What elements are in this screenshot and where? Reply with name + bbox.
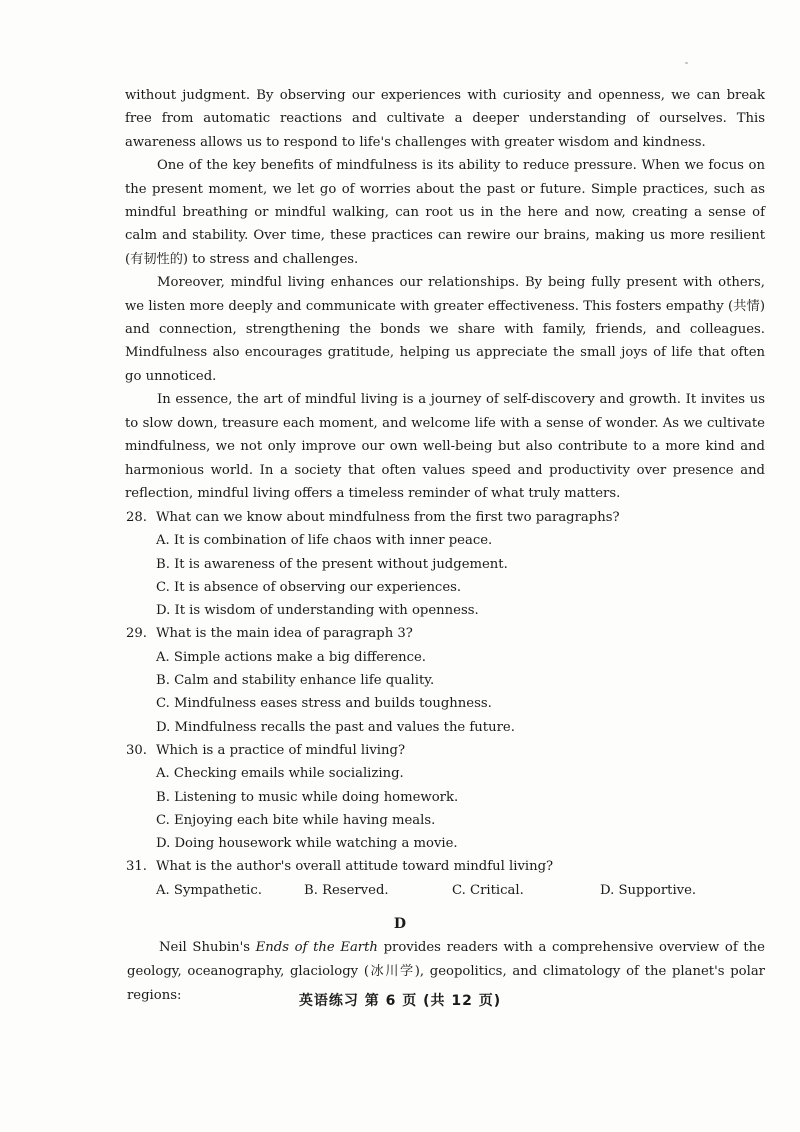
option-row bbox=[126, 879, 766, 902]
option-b: B. Listening to music while doing homework. bbox=[156, 789, 459, 805]
intro-text-before: Neil Shubin's bbox=[159, 940, 256, 955]
question-number: 30. bbox=[126, 742, 147, 758]
option-d: D. It is wisdom of understanding with openness. bbox=[156, 603, 479, 619]
section-heading-d: D bbox=[393, 916, 407, 932]
scan-speck bbox=[685, 62, 688, 64]
book-title: Ends of the Earth bbox=[255, 940, 378, 955]
passage-c bbox=[125, 84, 765, 505]
intro-text-after: provides readers with a comprehensive overview of the geology, oceanography, glaciology (冰川学), geopolitics, and climatology of the planet's polar regions: bbox=[127, 940, 765, 1003]
question-number: 28. bbox=[126, 510, 147, 525]
option-d: D. Doing housework while watching a movie. bbox=[156, 836, 458, 852]
option-b: B. It is awareness of the present without judgement. bbox=[156, 556, 508, 572]
question-number: 29. bbox=[126, 626, 147, 642]
passage-paragraph-3: Moreover, mindful living enhances our relationships. By being fully present with others, we listen more deeply and communicate with greater effectiveness. This fosters empathy (共情) and connection, strengthening the bonds we share with family, friends, and colleagues. Mindfulness also encourages gratitude, helping us appreciate the small joys of life that often go unnoticed. bbox=[125, 275, 765, 384]
option-a: A. Simple actions make a big difference. bbox=[156, 649, 426, 665]
question-30 bbox=[126, 739, 766, 855]
option-c: C. Enjoying each bite while having meals. bbox=[156, 812, 436, 828]
option-c: C. Critical. bbox=[452, 882, 524, 898]
question-number: 31. bbox=[126, 859, 147, 875]
question-stem: Which is a practice of mindful living? bbox=[156, 742, 406, 758]
question-stem: What can we know about mindfulness from the first two paragraphs? bbox=[156, 510, 620, 525]
option-a: A. It is combination of life chaos with inner peace. bbox=[156, 533, 493, 549]
question-29 bbox=[126, 622, 766, 738]
passage-paragraph-2: One of the key benefits of mindfulness is its ability to reduce pressure. When we focus on the present moment, we let go of worries about the past or future. Simple practices, such as mindful breathing or mindful walking, can root us in the here and now, creating a sense of calm and stability. Over time, these practices can rewire our brains, making us more resilient (有韧性的) to stress and challenges. bbox=[125, 158, 765, 267]
option-d: D. Supportive. bbox=[600, 882, 697, 898]
option-b: B. Calm and stability enhance life quality. bbox=[156, 673, 435, 689]
option-d: D. Mindfulness recalls the past and values the future. bbox=[156, 719, 515, 735]
option-c: C. Mindfulness eases stress and builds toughness. bbox=[156, 696, 492, 712]
question-28 bbox=[126, 506, 766, 622]
passage-paragraph-4: In essence, the art of mindful living is a journey of self-discovery and growth. It invites us to slow down, treasure each moment, and welcome life with a sense of wonder. As we cultivate mindfulness, we not only improve our own well-being but also contribute to a more kind and harmonious world. In a society that often values speed and productivity over presence and reflection, mindful living offers a timeless reminder of what truly matters. bbox=[125, 392, 765, 501]
question-stem: What is the main idea of paragraph 3? bbox=[156, 626, 413, 642]
question-stem: What is the author's overall attitude toward mindful living? bbox=[156, 859, 554, 875]
page-footer: 英语练习 第 6 页 (共 12 页) bbox=[298, 993, 502, 1009]
option-a: A. Checking emails while socializing. bbox=[156, 766, 404, 782]
question-31 bbox=[126, 855, 766, 902]
option-c: C. It is absence of observing our experiences. bbox=[156, 579, 462, 595]
question-list bbox=[126, 506, 766, 902]
option-a: A. Sympathetic. bbox=[156, 882, 262, 898]
passage-paragraph-1-continued: without judgment. By observing our experiences with curiosity and openness, we can break free from automatic reactions and cultivate a deeper understanding of ourselves. This awareness allows us to respond to life's challenges with greater wisdom and kindness. bbox=[125, 88, 765, 150]
option-b: B. Reserved. bbox=[304, 882, 389, 898]
